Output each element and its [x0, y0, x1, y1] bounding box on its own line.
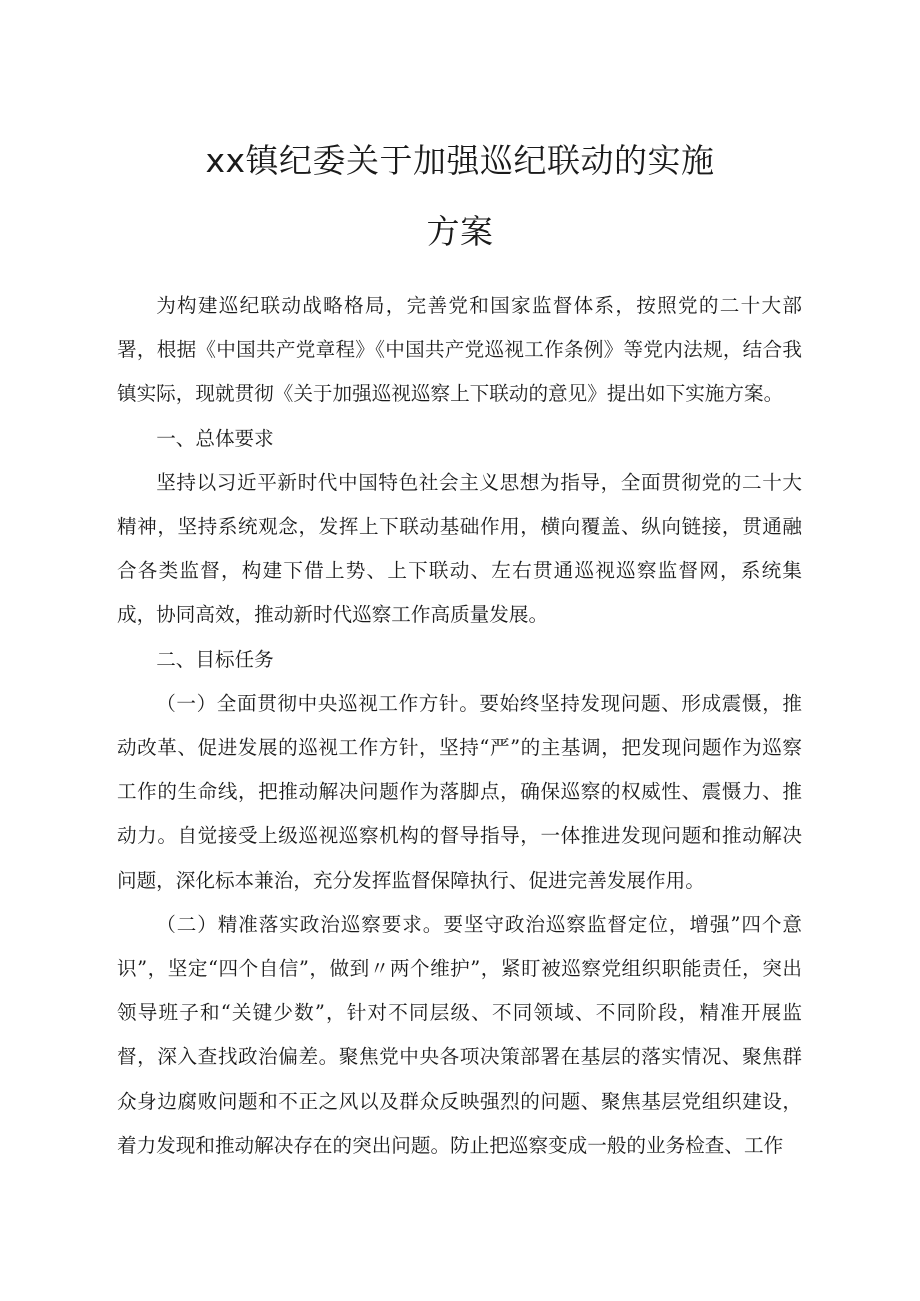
section-heading-goals-tasks: 二、目标任务: [156, 647, 274, 671]
section-heading-general-requirements: 一、总体要求: [156, 426, 274, 450]
document-title-line-1: xx镇纪委关于加强巡纪联动的实施: [205, 141, 715, 180]
intro-paragraph: 为构建巡纪联动战略格局，完善党和国家监督体系，按照党的二十大部署，根据《中国共产党章程》《中国共产党巡视工作条例》等党内法规，结合我镇实际，现就贯彻《关于加强巡视巡察上下联动的意见》提出如下实施方案。: [117, 294, 802, 406]
task-2-paragraph: （二）精准落实政治巡察要求。要坚守政治巡察监督定位，增强”四个意识”，坚定“四个自信”，做到〃两个维护”，紧盯被巡察党组织职能责任，突出领导班子和“关键少数”，针对不同层级、不同领域、不同阶段，精准开展监督，深入查找政治偏差。聚焦党中央各项决策部署在基层的落实情况、聚焦群众身边腐败问题和不正之风以及群众反映强烈的问题、聚焦基层党组织建设，着力发现和推动解决存在的突出问题。防止把巡察变成一般的业务检查、工作: [117, 912, 802, 1157]
document-body: [117, 284, 802, 1168]
task-1-paragraph: （一）全面贯彻中央巡视工作方针。要始终坚持发现问题、形成震慑，推动改革、促进发展的巡视工作方针，坚持“严”的主基调，把发现问题作为巡察工作的生命线，把推动解决问题作为落脚点，确保巡察的权威性、震慑力、推动力。自觉接受上级巡视巡察机构的督导指导，一体推进发现问题和推动解决问题，深化标本兼治，充分发挥监督保障执行、促进完善发展作用。: [117, 691, 802, 892]
general-requirements-paragraph: 坚持以习近平新时代中国特色社会主义思想为指导，全面贯彻党的二十大精神，坚持系统观念，发挥上下联动基础作用，横向覆盖、纵向链接，贯通融合各类监督，构建下借上势、上下联动、左右贯通巡视巡察监督网，系统集成，协同高效，推动新时代巡察工作高质量发展。: [117, 470, 802, 627]
document-title-line-2: 方案: [426, 212, 494, 251]
